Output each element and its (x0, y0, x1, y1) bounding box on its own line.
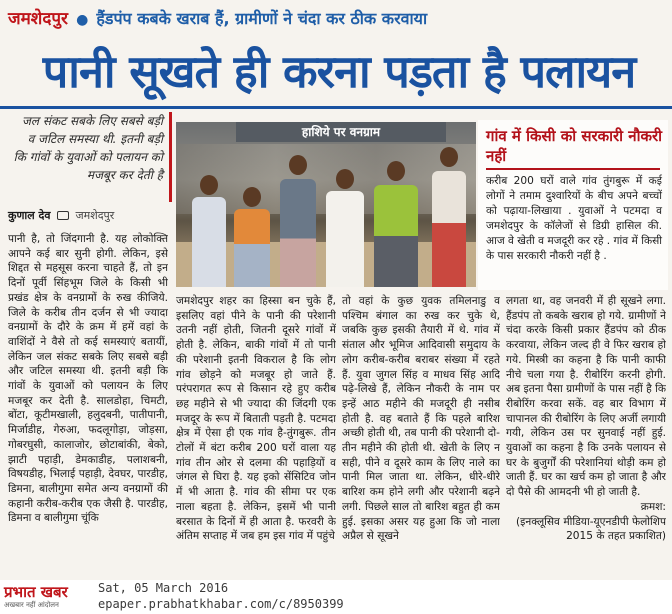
column-text: पानी है, तो जिंदगानी है. यह लोकोक्ति आपने कई बार सुनी होगी. लेकिन, इसे शिद्दत से महसूस करना चाहते हैं, तो इन दिनों पूर्वी सिंहभूम जिले के किसी भी प्रखंड क्षेत्र के वनग्रामों के रुख कीजिये. जिले के करीब तीन दर्जन से भी ज्यादा वनग्रामों के दौरे के क्रम में हमें वहां के वाशिंदों ने वैसे तो कई समस्याएं बतायीं, लेकिन जल संकट सबके लिए सबसे बड़ी और जटिल समस्या थी. इतनी बड़ी कि गांवों के युवाओं को पलायन के लिए मजबूर कर देती है. सालडोहा, चिमटी, बोंटा, कूटीमखाली, हलुदबनी, पातीपानी, मिर्जाडीह, गेरुआ, फदलूगोड़ा, जोड़सा, गोबरघुसी, कालाजोर, छोटाबांकी, बेको, झाटी पहाड़ी, डेमकाडीह, पलाशबनी, विषयडीह, भिलाई पहाड़ी, देवघर, पारडीह, डिमना, बालीगुमा समेत अन्य वनग्रामों की कहानी करीब-करीब एक जैसी है. पारडीह, डिमना व बालीगुमा चूंकि (8, 233, 168, 525)
epaper-footer (0, 580, 672, 614)
sidebar-divider (486, 168, 660, 170)
person-head (243, 187, 261, 207)
article-column-3 (342, 294, 500, 578)
person-head (336, 169, 354, 189)
byline (8, 208, 178, 224)
sidebar-box (478, 120, 668, 290)
sidebar-body: करीब 200 घरों वाले गांव तुंगबुरू में कई लोगों ने तमाम दुश्वारियों के बीच अपने बच्चों को पढ़ाया-लिखाया . युवाओं ने पटमदा व जमशेदपुर के कॉलेजों से डिग्री हासिल की. आज वे खेती व मजदूरी कर रहे . गांव में किसी के पास सरकारी नौकरी नहीं है . (486, 175, 662, 262)
epaper-url[interactable]: epaper.prabhatkhabar.com/c/8950399 (98, 597, 344, 611)
person-body (234, 209, 270, 287)
fellowship-credit: (इनक्लूसिव मीडिया-यूएनडीपी फेलोशिप 2015 के तहत प्रकाशित) (515, 515, 666, 543)
photo-person (234, 187, 270, 287)
person-body (280, 179, 316, 287)
photo-person (374, 161, 418, 287)
kicker-line (8, 6, 668, 32)
dateline-location: जमशेदपुर (8, 9, 68, 29)
series-sign: क्रमश: (640, 500, 666, 513)
person-body (326, 191, 364, 287)
column-text: लगता था, वह जनवरी में ही सूखने लगा. हैंडपंप तो कबके खराब हो गये. ग्रामीणों ने चंदा करके किसी प्रकार हैंडपंप को ठीक करवाया, लेकिन जल्द ही वे फिर खराब हो गये. मिस्त्री का कहना है कि पानी काफी नीचे चला गया है. रीबोरिंग करनी होगी. अब इतना पैसा ग्रामीणों के पास नहीं है कि रीबोरिंग करवा सकें. वह बार विभाग में चापानल की रीबोरिंग के लिए अर्जी लगायी गयी, लेकिन उस पर सुनवाई नहीं हुई. युवाओं का कहना है कि उनके पलायन से घर के बुजुर्गों की परेशानियां थोड़ी कम हो जाती हैं. घर का खर्च कम हो जाता है और दो पैसे की आमदनी भी हो जाती है. (506, 295, 666, 499)
bullet-icon: ● (76, 12, 89, 28)
article-column-1 (8, 232, 168, 578)
kicker-subhead: हैंडपंप कबके खराब हैं, ग्रामीणों ने चंदा कर ठीक करवाया (96, 9, 428, 28)
news-photo (176, 122, 476, 287)
byline-author: कुणाल देव (8, 209, 51, 222)
reporter-icon (57, 211, 69, 220)
article-column-2 (176, 294, 336, 578)
newspaper-logo (4, 584, 96, 612)
photo-person (326, 169, 364, 287)
person-body (374, 185, 418, 287)
photo-person (432, 147, 466, 287)
edition-date: Sat, 05 March 2016 (98, 581, 229, 595)
photo-tag: हाशिये पर वनग्राम (236, 122, 446, 142)
photo-person (192, 175, 226, 287)
person-head (440, 147, 458, 167)
person-head (289, 155, 307, 175)
column-text: तो वहां के कुछ युवक तमिलनाडु व पश्चिम बंगाल का रुख कर चुके थे, जबकि कुछ इसकी तैयारी में थे. गांव में संताल और भूमिज आदिवासी समुदाय के लोग करीब-करीब बराबर संख्या में रहते हैं. युवा जुगल सिंह व माधव सिंह आदि पढ़े-लिखे हैं, लेकिन नौकरी के नाम पर इन्हें आठ महीने की मजदूरी ही नसीब होती है. वह बताते हैं कि पहले बारिश अच्छी होती थी, तब पानी की परेशानी दो-तीन महीने की होती थी. खेती के लिए न सही, पीने व दूसरे काम के लिए नाले का पानी मिल जाता था. लेकिन, धीरे-धीरे बारिश कम होने लगी और परेशानी बढ़ने लगी. पिछले साल तो बारिश बहुत ही कम हुई. इसका असर यह हुआ कि जो नाला अप्रैल से सूखने (342, 295, 500, 543)
brand-name: प्रभात खबर (4, 583, 68, 601)
article-column-4 (506, 294, 666, 578)
photo-person (280, 155, 316, 287)
sidebar-title: गांव में किसी को सरकारी नौकरी नहीं (486, 127, 663, 165)
brand-tagline: अखबार नहीं आंदोलन (4, 601, 59, 609)
person-body (432, 171, 466, 287)
headline-divider (0, 106, 672, 109)
person-head (387, 161, 405, 181)
column-text: जमशेदपुर शहर का हिस्सा बन चुके हैं, इसलिए वहां पीने के पानी की परेशानी उतनी नहीं होती, जितनी दूसरे गांवों में होती है. लेकिन, बाकी गांवों में तो पानी की परेशानी इतनी विकराल है कि लोग गांव छोड़ने को मजबूर हो जाते हैं. परंपरागत रूप से किसान रहे हुए करीब छह महीने से भी ज्यादा की जिंदगी एक मजदूर के रूप में बिताती पड़ती है. पटमदा क्षेत्र में ऐसा ही एक गांव है-तुंगबुरू. तीन टोलों में बंटा करीब 200 घरों वाला यह गांव तीन ओर से दलमा की पहाड़ियों व जंगल से घिरा है. यह इको सेंसिटिव जोन में भी आता है. गांव की सीमा पर एक नाला बहता है. लेकिन, इसमें भी पानी बरसात के दिनों में ही आता है. फरवरी के अंतिम सप्ताह में जब हम इस गांव में पहुंचे (176, 295, 336, 543)
byline-city: जमशेदपुर (75, 209, 115, 222)
person-head (200, 175, 218, 195)
intro-quote: जल संकट सबके लिए सबसे बड़ी व जटिल समस्या थी. इतनी बड़ी कि गांवों के युवाओं को पलायन को मजबूर कर देती है (12, 112, 172, 202)
main-headline: पानी सूखते ही करना पड़ता है पलायन (42, 45, 636, 98)
person-body (192, 197, 226, 287)
